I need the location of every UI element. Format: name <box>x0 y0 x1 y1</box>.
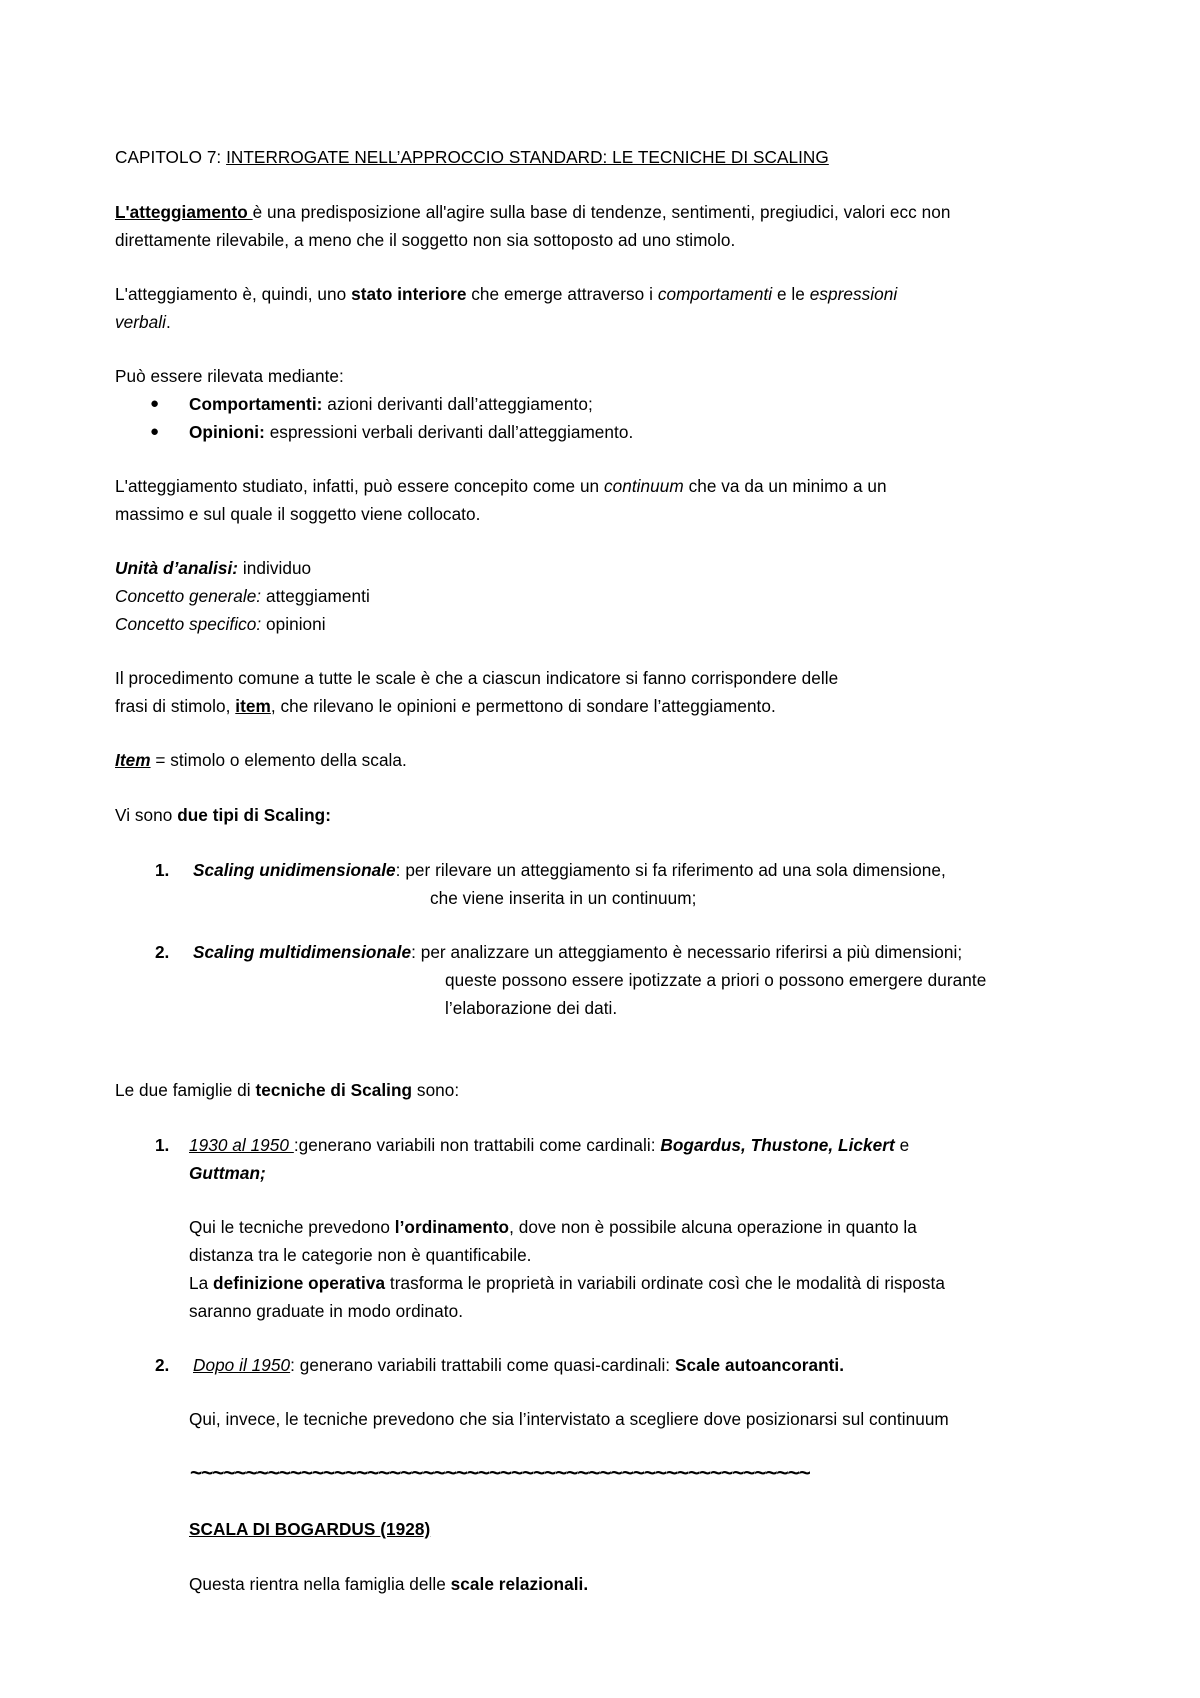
text: = stimolo o elemento della scala. <box>150 750 407 770</box>
bold-term: Scale autoancoranti. <box>674 1355 845 1375</box>
list-detail: Qui, invece, le tecniche prevedono che sia l’intervistato a scegliere dove posizionarsi sul continuum <box>189 1409 949 1429</box>
definition-line <box>115 556 311 580</box>
text: e le <box>772 284 810 304</box>
text: Qui le tecniche prevedono <box>189 1217 395 1237</box>
term-item: Item <box>115 750 151 770</box>
italic-term: espressioni <box>809 284 898 304</box>
text: che emerge attraverso i <box>466 284 658 304</box>
definition-value: individuo <box>238 558 312 578</box>
list-detail: distanza tra le categorie non è quantificabile. <box>189 1245 532 1265</box>
list-text: :generano variabili non trattabili come cardinali: <box>293 1135 661 1155</box>
list-detail: saranno graduate in modo ordinato. <box>189 1301 464 1321</box>
list-term: Scaling multidimensionale <box>193 942 412 962</box>
paragraph-line <box>115 474 887 498</box>
paragraph-line <box>115 310 171 334</box>
bullet-icon: ● <box>150 423 160 440</box>
paragraph-line: direttamente rilevabile, a meno che il soggetto non sia sottoposto ad uno stimolo. <box>115 230 736 250</box>
section-text <box>189 1572 588 1596</box>
text: che va da un minimo a un <box>683 476 887 496</box>
author-names: Bogardus, Thustone, Lickert <box>660 1135 895 1155</box>
definition-term: Concetto generale: <box>115 586 262 606</box>
bullet-term: Opinioni: <box>189 422 265 442</box>
list-item <box>189 1133 909 1157</box>
text: L'atteggiamento è, quindi, uno <box>115 284 352 304</box>
paragraph-line: Può essere rilevata mediante: <box>115 366 344 386</box>
bold-term: definizione operativa <box>213 1273 386 1293</box>
list-number: 1. <box>155 1135 170 1155</box>
italic-term: continuum <box>604 476 684 496</box>
bullet-item <box>189 420 633 444</box>
definition-line <box>115 584 370 608</box>
text: . <box>165 312 171 332</box>
definition-value: opinioni <box>261 614 326 634</box>
text: Questa rientra nella famiglia delle <box>189 1574 451 1594</box>
list-term: Scaling unidimensionale <box>193 860 396 880</box>
list-item <box>193 1353 844 1377</box>
text: è una predisposizione all'agire sulla base di tendenze, sentimenti, pregiudici, valori ecc non <box>252 202 951 222</box>
bullet-item <box>189 392 593 416</box>
text: L'atteggiamento studiato, infatti, può essere concepito come un <box>115 476 604 496</box>
bullet-term: Comportamenti: <box>189 394 323 414</box>
paragraph-line <box>115 694 776 718</box>
list-continuation: queste possono essere ipotizzate a priori o possono emergere durante <box>445 970 987 990</box>
paragraph-line: massimo e sul quale il soggetto viene collocato. <box>115 504 481 524</box>
list-continuation: che viene inserita in un continuum; <box>430 888 697 908</box>
list-item <box>193 940 962 964</box>
bullet-icon: ● <box>150 395 160 412</box>
text: trasforma le proprietà in variabili ordinate così che le modalità di risposta <box>385 1273 945 1293</box>
bullet-text: espressioni verbali derivanti dall’atteggiamento. <box>264 422 634 442</box>
chapter-heading <box>115 145 829 169</box>
text: La <box>189 1273 214 1293</box>
bold-term: l’ordinamento <box>394 1217 510 1237</box>
term-item: item <box>235 696 271 716</box>
definition-term: Unità d’analisi: <box>115 558 239 578</box>
italic-term: verbali <box>115 312 166 332</box>
paragraph-line <box>115 1078 459 1102</box>
bold-term: due tipi di Scaling: <box>177 805 331 825</box>
chapter-number: CAPITOLO 7: <box>115 147 227 167</box>
bold-term: scale relazionali. <box>450 1574 589 1594</box>
definition-term: Concetto specifico: <box>115 614 262 634</box>
text: Vi sono <box>115 805 178 825</box>
paragraph-line: Il procedimento comune a tutte le scale è che a ciascun indicatore si fanno corrispondere delle <box>115 668 839 688</box>
list-number: 2. <box>155 1355 170 1375</box>
list-item <box>193 858 946 882</box>
bullet-text: azioni derivanti dall’atteggiamento; <box>322 394 593 414</box>
text: , che rilevano le opinioni e permettono di sondare l’atteggiamento. <box>270 696 776 716</box>
text: sono: <box>412 1080 460 1100</box>
text: frasi di stimolo, <box>115 696 236 716</box>
tilde-divider: ~~~~~~~~~~~~~~~~~~~~~~~~~~~~~~~~~~~~~~~~~~~~~~~~~~~~~~~~ <box>190 1462 810 1485</box>
bold-term: stato interiore <box>351 284 467 304</box>
paragraph-line <box>115 748 407 772</box>
italic-term: comportamenti <box>657 284 773 304</box>
section-title: SCALA DI BOGARDUS (1928) <box>189 1519 431 1539</box>
text: , dove non è possibile alcuna operazione in quanto la <box>509 1217 917 1237</box>
paragraph-line <box>115 282 897 306</box>
paragraph-line <box>115 200 950 224</box>
period-label: Dopo il 1950 <box>193 1355 291 1375</box>
period-label: 1930 al 1950 <box>189 1135 294 1155</box>
text: Le due famiglie di <box>115 1080 256 1100</box>
chapter-title: INTERROGATE NELL’APPROCCIO STANDARD: LE TECNICHE DI SCALING <box>226 147 829 167</box>
paragraph-line <box>115 803 331 827</box>
term-atteggiamento: L'atteggiamento <box>115 202 253 222</box>
author-names: Guttman; <box>189 1163 266 1183</box>
bold-term: tecniche di Scaling <box>255 1080 413 1100</box>
list-detail <box>189 1215 917 1239</box>
definition-value: atteggiamenti <box>261 586 370 606</box>
definition-line <box>115 612 326 636</box>
list-text: e <box>894 1135 910 1155</box>
list-number: 1. <box>155 860 170 880</box>
list-text: : generano variabili trattabili come quasi-cardinali: <box>290 1355 675 1375</box>
list-text: : per analizzare un atteggiamento è necessario riferirsi a più dimensioni; <box>411 942 963 962</box>
list-text: : per rilevare un atteggiamento si fa riferimento ad una sola dimensione, <box>395 860 946 880</box>
list-number: 2. <box>155 942 170 962</box>
list-detail <box>189 1271 945 1295</box>
list-continuation: l’elaborazione dei dati. <box>445 998 618 1018</box>
